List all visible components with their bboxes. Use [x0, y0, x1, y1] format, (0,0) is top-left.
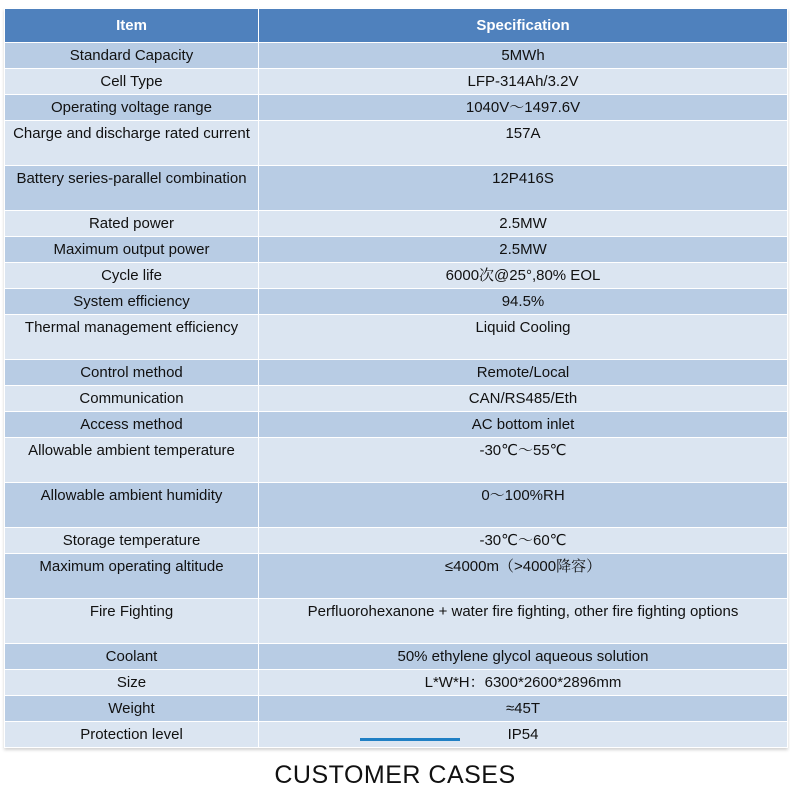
row-item: Cycle life — [5, 263, 259, 289]
table-row — [5, 599, 788, 644]
table-row — [5, 554, 788, 599]
row-item: Allowable ambient temperature — [5, 438, 259, 483]
row-item: Maximum output power — [5, 237, 259, 263]
row-spec: Remote/Local — [259, 360, 788, 386]
table-row — [5, 289, 788, 315]
row-spec: 94.5% — [259, 289, 788, 315]
row-item: Allowable ambient humidity — [5, 483, 259, 528]
table-row — [5, 438, 788, 483]
table-row — [5, 166, 788, 211]
row-item: System efficiency — [5, 289, 259, 315]
spec-table — [4, 8, 788, 748]
row-item: Size — [5, 670, 259, 696]
table-row — [5, 722, 788, 748]
row-spec: 157A — [259, 121, 788, 166]
row-spec: LFP-314Ah/3.2V — [259, 69, 788, 95]
row-item: Battery series-parallel combination — [5, 166, 259, 211]
table-row — [5, 412, 788, 438]
table-row — [5, 670, 788, 696]
row-spec: IP54 — [259, 722, 788, 748]
section-title: CUSTOMER CASES — [274, 761, 516, 789]
row-spec: -30℃～55℃ — [259, 438, 788, 483]
row-spec: 2.5MW — [259, 237, 788, 263]
row-item: Maximum operating altitude — [5, 554, 259, 599]
row-spec: L*W*H：6300*2600*2896mm — [259, 670, 788, 696]
table-row — [5, 43, 788, 69]
row-spec: 2.5MW — [259, 211, 788, 237]
header-item: Item — [5, 9, 259, 43]
row-item: Control method — [5, 360, 259, 386]
row-item: Standard Capacity — [5, 43, 259, 69]
row-spec: AC bottom inlet — [259, 412, 788, 438]
table-row — [5, 644, 788, 670]
spec-table-container — [4, 8, 787, 748]
row-item: Weight — [5, 696, 259, 722]
table-row — [5, 211, 788, 237]
table-row — [5, 483, 788, 528]
row-spec: 5MWh — [259, 43, 788, 69]
table-row — [5, 237, 788, 263]
row-item: Thermal management efficiency — [5, 315, 259, 360]
row-item: Charge and discharge rated current — [5, 121, 259, 166]
table-row — [5, 360, 788, 386]
row-item: Operating voltage range — [5, 95, 259, 121]
row-item: Access method — [5, 412, 259, 438]
table-row — [5, 263, 788, 289]
row-spec: Perfluorohexanone + water fire fighting, other fire fighting options — [259, 599, 788, 644]
header-specification: Specification — [259, 9, 788, 43]
row-item: Rated power — [5, 211, 259, 237]
row-spec: Liquid Cooling — [259, 315, 788, 360]
row-item: Fire Fighting — [5, 599, 259, 644]
table-row — [5, 696, 788, 722]
row-spec: 50% ethylene glycol aqueous solution — [259, 644, 788, 670]
table-row — [5, 528, 788, 554]
row-spec: 1040V～1497.6V — [259, 95, 788, 121]
row-spec: 0～100%RH — [259, 483, 788, 528]
row-item: Communication — [5, 386, 259, 412]
row-item: Cell Type — [5, 69, 259, 95]
row-spec: 12P416S — [259, 166, 788, 211]
table-header-row — [5, 9, 788, 43]
section-divider — [360, 738, 460, 741]
row-spec: CAN/RS485/Eth — [259, 386, 788, 412]
row-spec: 6000次@25°,80% EOL — [259, 263, 788, 289]
table-row — [5, 315, 788, 360]
row-item: Storage temperature — [5, 528, 259, 554]
row-spec: ≤4000m（>4000降容） — [259, 554, 788, 599]
row-spec: ≈45T — [259, 696, 788, 722]
table-row — [5, 121, 788, 166]
row-item: Protection level — [5, 722, 259, 748]
table-row — [5, 95, 788, 121]
row-item: Coolant — [5, 644, 259, 670]
row-spec: -30℃～60℃ — [259, 528, 788, 554]
table-row — [5, 69, 788, 95]
table-row — [5, 386, 788, 412]
